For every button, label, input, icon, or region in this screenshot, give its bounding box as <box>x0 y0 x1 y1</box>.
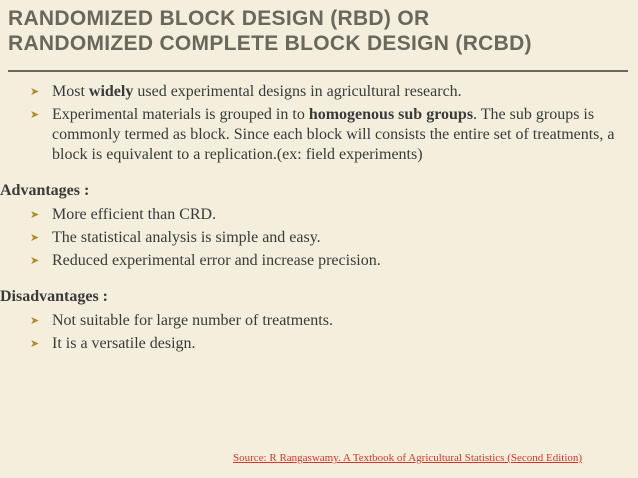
arrow-bullet-icon: ➤ <box>30 254 40 267</box>
advantage-text: More efficient than CRD. <box>52 206 217 223</box>
slide-body <box>0 82 620 357</box>
intro-list <box>30 82 620 165</box>
source-link[interactable]: Source: R Rangaswamy. A Textbook of Agricultural Statistics (Second Edition) <box>233 452 583 464</box>
intro-bullet-2 <box>30 105 620 165</box>
arrow-bullet-icon: ➤ <box>30 85 40 98</box>
advantage-text: The statistical analysis is simple and easy. <box>52 229 321 246</box>
intro-bullet-1 <box>30 82 620 102</box>
intro-2-post: . The sub groups is commonly termed as block. Since each block will consists the entire set of treatments, a block is equivalent to a replication.(ex: field experiments) <box>52 106 615 163</box>
arrow-bullet-icon: ➤ <box>30 108 40 121</box>
disadvantage-text: It is a versatile design. <box>52 335 196 352</box>
arrow-bullet-icon: ➤ <box>30 231 40 244</box>
arrow-bullet-icon: ➤ <box>30 337 40 350</box>
title-line-2: RANDOMIZED COMPLETE BLOCK DESIGN (RCBD) <box>8 32 532 55</box>
advantage-item <box>30 228 620 248</box>
arrow-bullet-icon: ➤ <box>30 314 40 327</box>
intro-2-bold: homogenous sub groups <box>308 106 474 123</box>
advantage-item <box>30 251 620 271</box>
arrow-bullet-icon: ➤ <box>30 208 40 221</box>
title-divider <box>8 70 628 72</box>
advantages-heading: Advantages : <box>0 182 90 199</box>
intro-1-bold: widely <box>88 83 134 100</box>
disadvantages-list <box>30 311 620 354</box>
disadvantage-item <box>30 334 620 354</box>
intro-1-post: used experimental designs in agricultural research. <box>133 83 462 100</box>
advantage-text: Reduced experimental error and increase precision. <box>52 252 381 269</box>
disadvantage-text: Not suitable for large number of treatments. <box>52 312 333 329</box>
disadvantage-item <box>30 311 620 331</box>
slide-title <box>8 6 628 56</box>
title-line-1: RANDOMIZED BLOCK DESIGN (RBD) OR <box>8 7 430 30</box>
advantages-list <box>30 205 620 271</box>
intro-2-pre: Experimental materials is grouped in to <box>52 106 309 123</box>
intro-1-pre: Most <box>52 83 89 100</box>
disadvantages-heading: Disadvantages : <box>0 288 109 305</box>
advantage-item <box>30 205 620 225</box>
